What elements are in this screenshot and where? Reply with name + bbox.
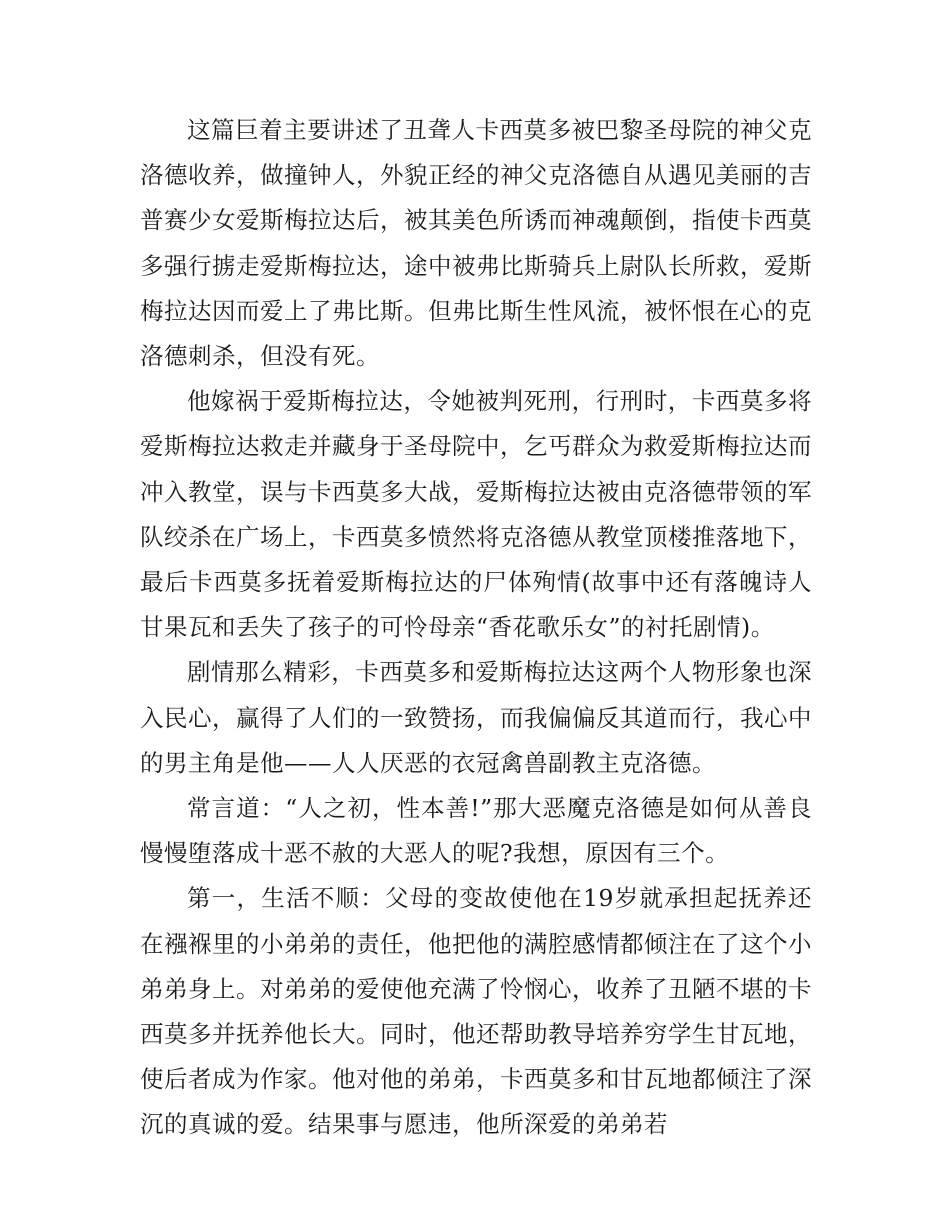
document-page [140, 108, 812, 1208]
paragraph-2: 他嫁祸于爱斯梅拉达，令她被判死刑，行刑时，卡西莫多将爱斯梅拉达救走并藏身于圣母院中，乞丐群众为救爱斯梅拉达而冲入教堂，误与卡西莫多大战，爱斯梅拉达被由克洛德带领的军队绞杀在广场上，卡西莫多愤然将克洛德从教堂顶楼推落地下，最后卡西莫多抚着爱斯梅拉达的尸体殉情(故事中还有落魄诗人甘果瓦和丢失了孩子的可怜母亲“香花歌乐女”的衬托剧情)。 [140, 387, 812, 642]
paragraph-1: 这篇巨着主要讲述了丑聋人卡西莫多被巴黎圣母院的神父克洛德收养，做撞钟人，外貌正经的神父克洛德自从遇见美丽的吉普赛少女爱斯梅拉达后，被其美色所诱而神魂颠倒，指使卡西莫多强行掳走爱斯梅拉达，途中被弗比斯骑兵上尉队长所救，爱斯梅拉达因而爱上了弗比斯。但弗比斯生性风流，被怀恨在心的克洛德刺杀，但没有死。 [140, 116, 812, 371]
paragraph-5: 第一，生活不顺：父母的变故使他在19岁就承担起抚养还在襁褓里的小弟弟的责任，他把他的满腔感情都倾注在了这个小弟弟身上。对弟弟的爱使他充满了怜悯心，收养了丑陋不堪的卡西莫多并抚养他长大。同时，他还帮助教导培养穷学生甘瓦地，使后者成为作家。他对他的弟弟，卡西莫多和甘瓦地都倾注了深沉的真诚的爱。结果事与愿违，他所深爱的弟弟若 [140, 884, 812, 1139]
paragraph-4: 常言道：“人之初，性本善!”那大恶魔克洛德是如何从善良慢慢堕落成十恶不赦的大恶人的呢?我想，原因有三个。 [140, 794, 812, 868]
paragraph-3: 剧情那么精彩，卡西莫多和爱斯梅拉达这两个人物形象也深入民心，赢得了人们的一致赞扬，而我偏偏反其道而行，我心中的男主角是他——人人厌恶的衣冠禽兽副教主克洛德。 [140, 658, 812, 777]
